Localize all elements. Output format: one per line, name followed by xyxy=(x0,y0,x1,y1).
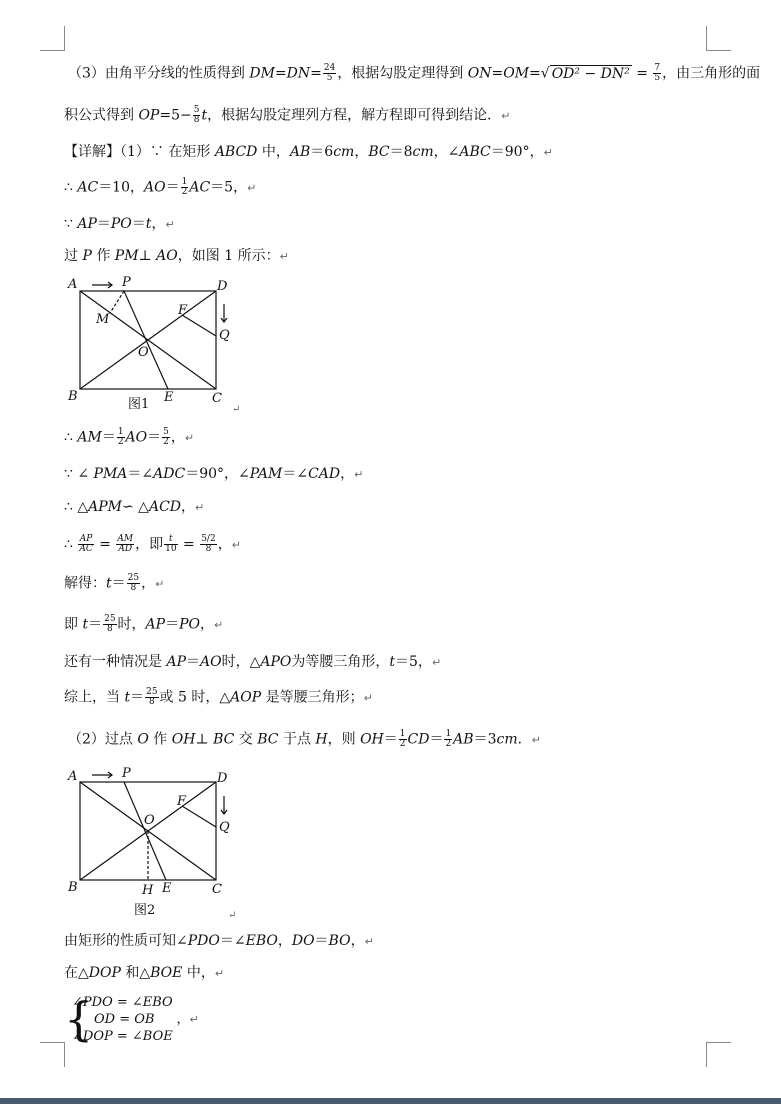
crop-mark-top-left xyxy=(40,26,65,51)
segment-pe xyxy=(124,782,166,880)
figure-2 xyxy=(62,764,252,924)
text-line-10: ∴ $\frac{AP}{AC}$ = $\frac{AM}{AD}$ ，即 $\frac{t}{10}$ = $\frac{5/2}{8}$ ，↵ xyxy=(64,534,241,554)
segment-fq xyxy=(182,806,216,827)
text-line-14: 综上，当 t＝ $\frac{25}{8}$ 或 5 时，△AOP 是等腰三角形；↵ xyxy=(64,687,373,707)
fraction: $\frac{25}{8}$ xyxy=(104,614,116,634)
label-c: C xyxy=(212,391,222,406)
text-line-1: （3）由角平分线的性质得到 DM=DN= $\frac{24}{5}$ ，根据勾股定理得到 ON=OM=√ OD² − DN² = $\frac{7}{5}$ ，由三角形的面 xyxy=(68,63,761,83)
fraction: $\frac{AM}{AD}$ xyxy=(117,534,134,554)
paragraph-mark: ↵ xyxy=(232,404,241,414)
segment-pe xyxy=(124,291,168,389)
fraction: $\frac{1}{2}$ xyxy=(181,177,188,197)
label-q: Q xyxy=(219,328,230,343)
figure-1-caption: 图1 xyxy=(128,397,150,412)
crop-mark-bottom-left xyxy=(40,1042,65,1067)
fraction: $\frac{1}{2}$ xyxy=(117,427,124,447)
label-p: P xyxy=(122,275,131,290)
paragraph-mark: ↵ xyxy=(228,910,237,921)
label-b: B xyxy=(68,880,78,895)
fraction: $\frac{25}{8}$ xyxy=(127,573,140,593)
label-c: C xyxy=(212,882,222,897)
label-o: O xyxy=(144,813,155,828)
label-f: F xyxy=(177,794,187,809)
text-line-2: 积公式得到 OP=5− $\frac{5}{8}$ t，根据勾股定理列方程，解方程即可得到结论．↵ xyxy=(64,105,511,125)
fraction: $\frac{5}{8}$ xyxy=(193,105,200,125)
fraction: $\frac{5/2}{8}$ xyxy=(201,534,216,554)
equation-row-2: OD = OB ，↵ xyxy=(94,1012,199,1027)
label-d: D xyxy=(217,279,228,294)
label-m: M xyxy=(96,312,110,327)
fraction: $\frac{AP}{AC}$ xyxy=(79,534,93,554)
text-line-6: 过 P 作 PM⊥ AO，如图 1 所示：↵ xyxy=(64,248,289,264)
label-q: Q xyxy=(219,820,230,835)
text-line-13: 还有一种情况是 AP＝AO时，△APO为等腰三角形，t＝5，↵ xyxy=(64,654,442,670)
label-d: D xyxy=(217,771,228,786)
label-a: A xyxy=(68,277,78,292)
figure-1 xyxy=(62,274,252,414)
text-line-8: ∵ ∠ PMA＝∠ADC＝90°，∠PAM＝∠CAD，↵ xyxy=(64,466,364,482)
figure-2-caption: 图2 xyxy=(134,903,156,918)
crop-mark-bottom-right xyxy=(706,1042,731,1067)
fraction: $\frac{25}{8}$ xyxy=(146,687,158,707)
text-line-4: ∴ AC＝10，AO＝ $\frac{1}{2}$ AC＝5，↵ xyxy=(64,177,257,197)
fraction: $\frac{t}{10}$ xyxy=(165,534,177,554)
equation-row-1: ∠PDO = ∠EBO xyxy=(72,995,173,1010)
equation-row-3: ∠DOP = ∠BOE xyxy=(72,1029,173,1044)
crop-mark-top-right xyxy=(706,26,731,51)
fraction: $\frac{1}{2}$ xyxy=(445,729,452,749)
window-bottom-bar xyxy=(0,1098,781,1104)
text-line-5: ∵ AP＝PO＝t，↵ xyxy=(64,216,175,232)
text-line-15: （2）过点 O 作 OH⊥ BC 交 BC 于点 H，则 OH＝ $\frac{1}{2}$ CD＝ $\frac{1}{2}$ AB＝3cm．↵ xyxy=(68,729,541,749)
label-p: P xyxy=(122,766,131,781)
fraction: $\frac{1}{2}$ xyxy=(399,729,406,749)
text-line-12: 即 t＝ $\frac{25}{8}$ 时，AP＝PO，↵ xyxy=(64,614,224,634)
text-line-16: 由矩形的性质可知∠PDO＝∠EBO，DO＝BO，↵ xyxy=(64,933,374,949)
label-o: O xyxy=(138,345,149,360)
label-e: E xyxy=(162,881,172,896)
text-line-3: 【详解】（1）∵ 在矩形 ABCD 中，AB＝6cm，BC＝8cm，∠ABC＝90°，↵ xyxy=(64,144,553,160)
segment-pm-dashed xyxy=(110,291,124,313)
fraction: $\frac{5}{2}$ xyxy=(163,427,169,447)
text-line-7: ∴ AM＝ $\frac{1}{2}$ AO＝ $\frac{5}{2}$ ，↵ xyxy=(64,427,195,447)
fraction: $\frac{7}{5}$ xyxy=(654,63,661,83)
fraction: $\frac{24}{5}$ xyxy=(323,63,336,83)
text-line-17: 在△DOP 和△BOE 中，↵ xyxy=(64,965,225,981)
text-line-11: 解得：t＝ $\frac{25}{8}$ ，↵ xyxy=(64,573,165,593)
segment-fq xyxy=(182,315,216,336)
label-b: B xyxy=(68,389,78,404)
label-e: E xyxy=(164,390,174,405)
text-line-9: ∴ △APM∽ △ACD，↵ xyxy=(64,499,205,515)
left-brace: { xyxy=(64,992,94,1046)
label-a: A xyxy=(68,769,78,784)
label-h: H xyxy=(142,883,154,898)
label-f: F xyxy=(178,303,188,318)
